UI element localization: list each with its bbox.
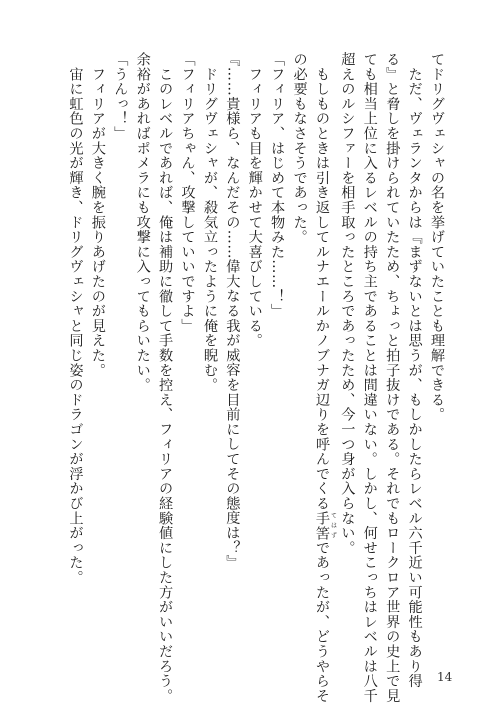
text-line-16: フィリアが大きく腕を振りあげたのが見えた。	[89, 52, 106, 378]
text-line-3: る』と脅しを掛けられていたため、ちょっと拍子抜けである。それでもロークロア世界の史上で見	[384, 52, 401, 704]
text-line-2: ただ、ヴェランタからは『まずないとは思うが、もしかしたらレベル六千近い可能性もあり得	[406, 52, 423, 689]
text-line-13: このレベルであれば、俺は補助に徹して手数を控え、フィリアの経験値にした方がいいだろう。	[157, 52, 174, 704]
text-line-14: 余裕があればポメラにも攻撃に入ってもらいたい。	[134, 52, 151, 393]
text-line-5: 超えのルシファーを相手取ったところであったため、今一つ身が入らない。	[339, 52, 356, 556]
text-line-8: 「フィリア、はじめて本物みた……！」	[269, 52, 286, 319]
text-line-10: 『……貴様ら、なんだその……偉大なる我が威容を目前にしてその態度は？』	[224, 52, 241, 570]
text-line-7: の必要もなさそうであった。	[291, 52, 308, 245]
text-line-17: 宙に虹色の光が輝き、ドリグヴェシャと同じ姿のドラゴンが浮かび上がった。	[67, 52, 84, 585]
page-number: 14	[437, 670, 453, 684]
ruby-annotated-word: 手筈 てはず	[313, 510, 337, 541]
text-line-4: ても相当上位に入るレベルの持ち主であることは間違いない。しかし、何せこっちはレベルは八千	[361, 52, 378, 704]
text-line-9: フィリアも目を輝かせて大喜びしている。	[246, 52, 263, 348]
text-line-11: ドリグヴェシャが、殺気立ったように俺を睨む。	[201, 52, 218, 393]
text-line-1: てドリグヴェシャの名を挙げていたことも理解できる。	[429, 52, 445, 422]
text-line-12: 「フィリアちゃん、攻撃していいですよ」	[179, 52, 196, 334]
text-line-15: 「うんっ！」	[112, 52, 129, 141]
text-line-6: もしものときは引き返してルナエールかノブナガ辺りを呼んでくる手筈 てはずであったが、どうやらそ	[313, 52, 337, 704]
ruby-reading: てはず	[329, 510, 337, 541]
